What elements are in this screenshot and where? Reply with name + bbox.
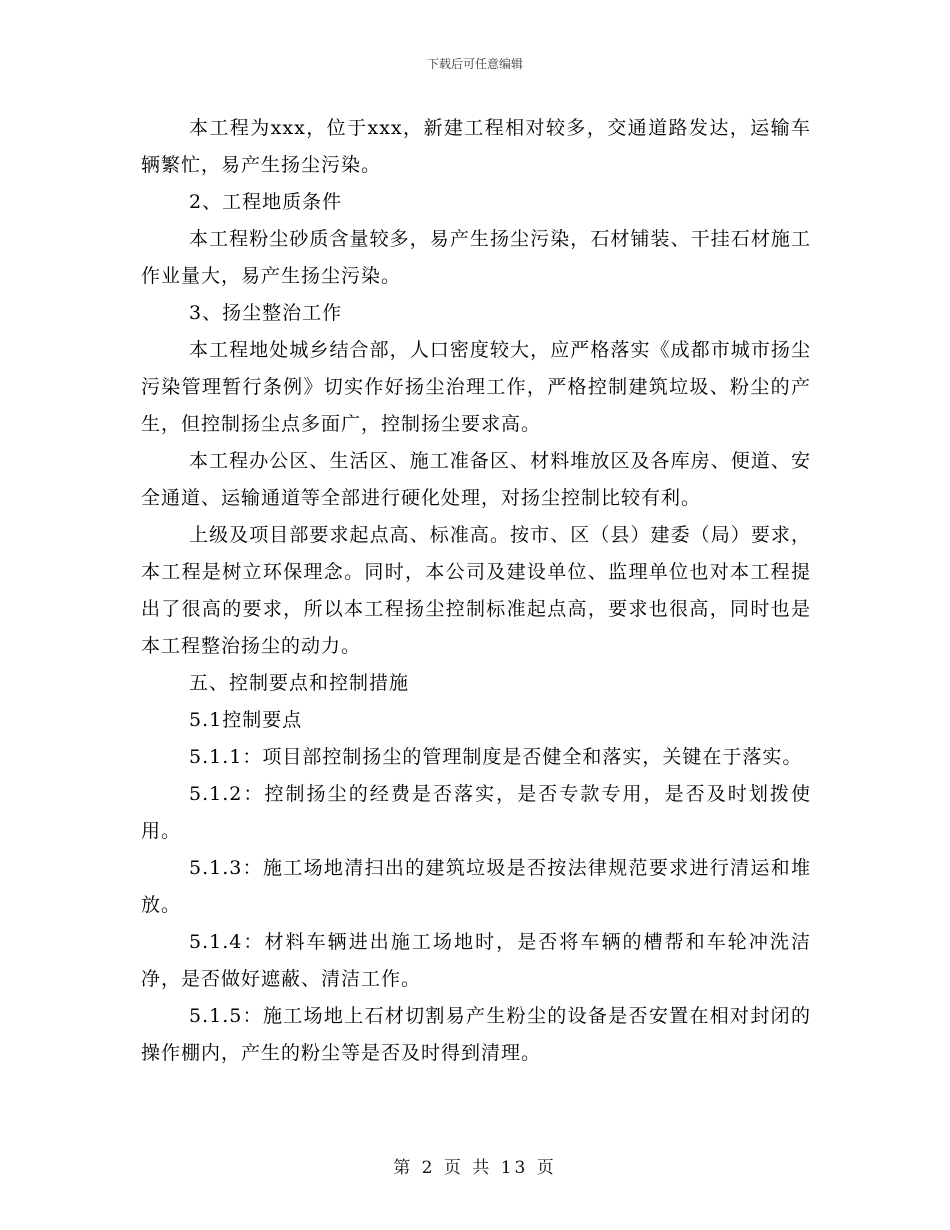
heading-dust-control-work: 3、扬尘整治工作 — [189, 302, 343, 324]
list-item-5-1-1: 5.1.1：项目部控制扬尘的管理制度是否健全和落实，关键在于落实。 — [189, 746, 803, 768]
paragraph-requirements: 上级及项目部要求起点高、标准高。按市、区（县）建委（局）要求，本工程是树立环保理念。同时，本公司及建设单位、监理单位也对本工程提出了很高的要求，所以本工程扬尘控制标准起点高，要求也很高，同时也是本工程整治扬尘的动力。 — [141, 524, 811, 657]
document-body — [141, 110, 811, 1072]
paragraph-dust-control-work: 本工程地处城乡结合部，人口密度较大，应严格落实《成都市城市扬尘污染管理暂行条例》切实作好扬尘治理工作，严格控制建筑垃圾、粉尘的产生，但控制扬尘点多面广，控制扬尘要求高。 — [141, 339, 811, 435]
list-item-5-1-2: 5.1.2：控制扬尘的经费是否落实，是否专款专用，是否及时划拨使用。 — [141, 783, 811, 842]
heading-geological-conditions: 2、工程地质条件 — [189, 191, 343, 213]
paragraph-geological-conditions: 本工程粉尘砂质含量较多，易产生扬尘污染，石材铺装、干挂石材施工作业量大，易产生扬尘污染。 — [141, 228, 811, 287]
list-item-5-1-3: 5.1.3：施工场地清扫出的建筑垃圾是否按法律规范要求进行清运和堆放。 — [141, 857, 811, 916]
heading-section-five: 五、控制要点和控制措施 — [189, 672, 410, 694]
heading-control-points: 5.1控制要点 — [189, 709, 303, 731]
paragraph-project-location: 本工程为xxx，位于xxx，新建工程相对较多，交通道路发达，运输车辆繁忙，易产生扬尘污染。 — [141, 117, 811, 176]
page-number-footer: 第 2 页 共 13 页 — [393, 1158, 557, 1178]
page-header: 下载后可任意编辑 — [426, 57, 523, 71]
paragraph-hardening-treatment: 本工程办公区、生活区、施工准备区、材料堆放区及各库房、便道、安全通道、运输通道等全部进行硬化处理，对扬尘控制比较有利。 — [141, 450, 811, 509]
list-item-5-1-5: 5.1.5：施工场地上石材切割易产生粉尘的设备是否安置在相对封闭的操作棚内，产生的粉尘等是否及时得到清理。 — [141, 1005, 811, 1064]
list-item-5-1-4: 5.1.4：材料车辆进出施工场地时，是否将车辆的槽帮和车轮冲洗洁净，是否做好遮蔽、清洁工作。 — [141, 931, 811, 990]
